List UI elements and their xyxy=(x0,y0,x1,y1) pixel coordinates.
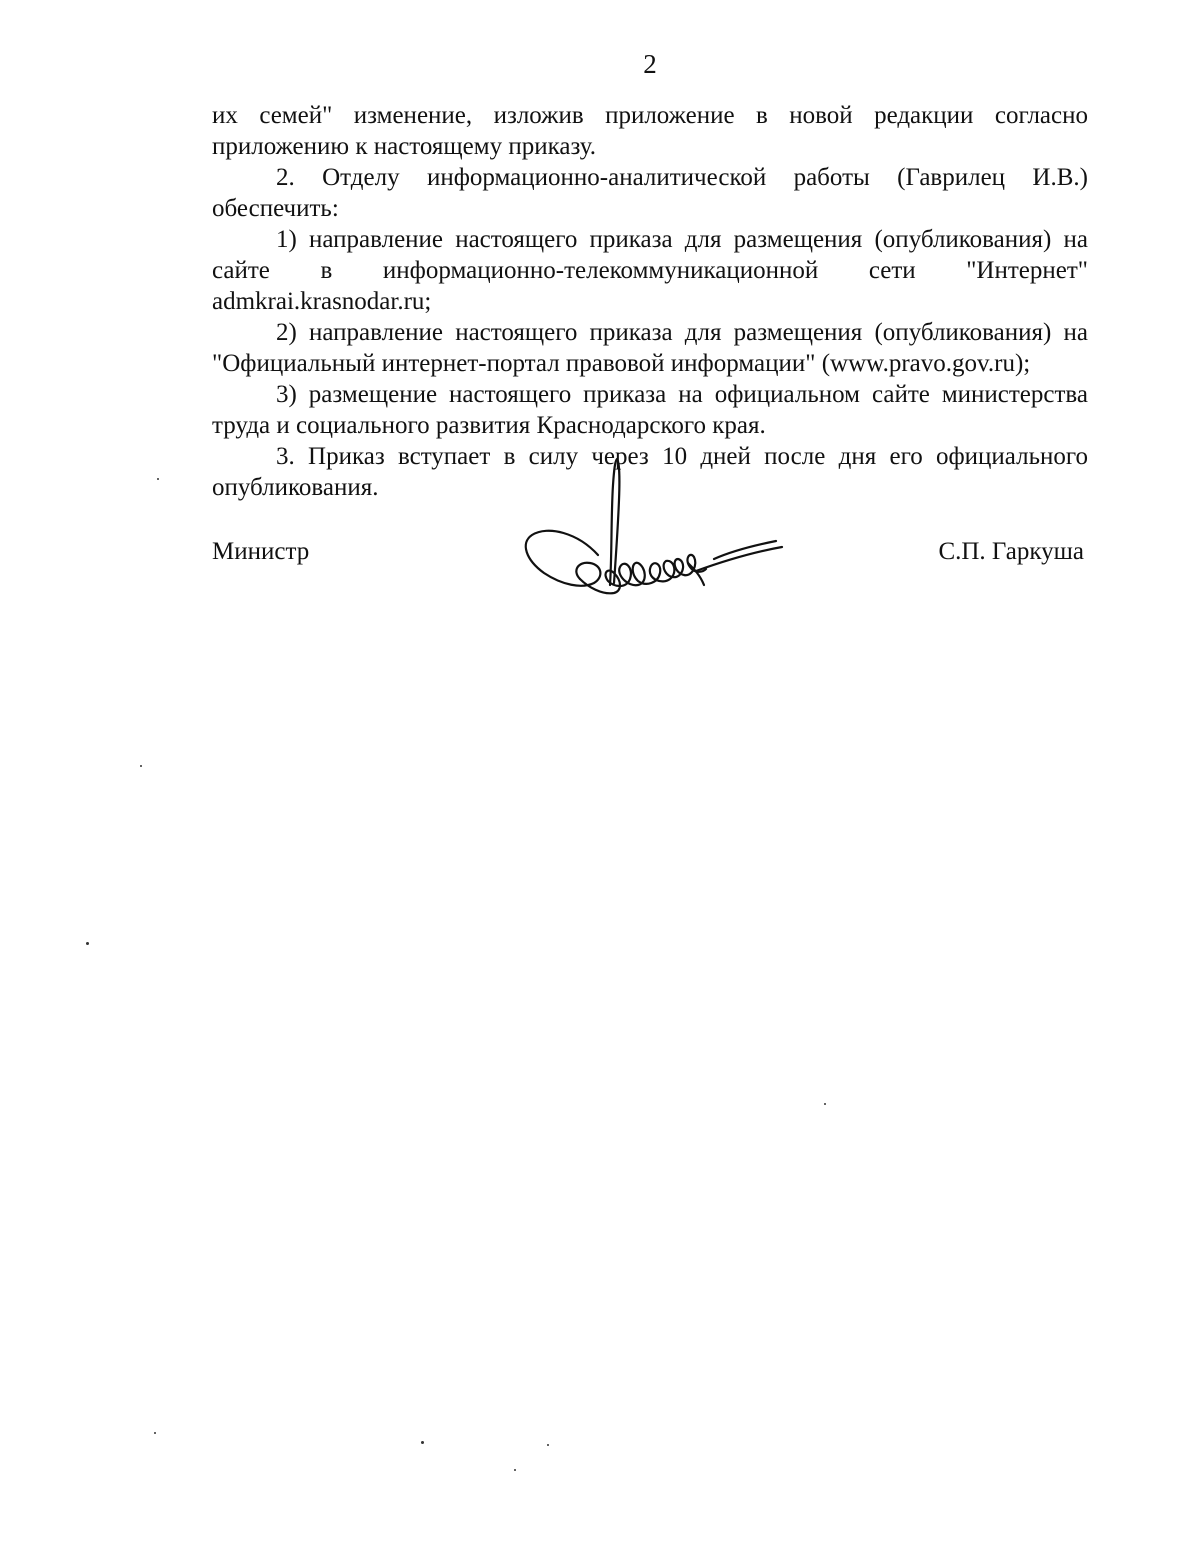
paragraph-item-2: 2. Отделу информационно-аналитической работы (Гаврилец И.В.) обеспечить: xyxy=(212,164,1088,222)
scan-speck xyxy=(421,1441,424,1444)
handwritten-signature xyxy=(518,455,790,600)
document-body xyxy=(212,100,1088,503)
paragraph-subitem-1: 1) направление настоящего приказа для размещения (опубликования) на сайте в информационно-телекоммуникационной сети "Интернет" admkrai.krasnodar.ru; xyxy=(212,226,1088,315)
paragraph-item-3: 3. Приказ вступает в силу через 10 дней после дня его официального опубликования. xyxy=(212,443,1088,501)
scan-speck xyxy=(140,765,142,767)
paragraph-subitem-2: 2) направление настоящего приказа для размещения (опубликования) на "Официальный интернет-портал правовой информации" (www.pravo.gov.ru); xyxy=(212,319,1088,377)
scan-speck xyxy=(86,942,89,945)
scan-speck xyxy=(547,1444,549,1446)
scan-speck xyxy=(514,1469,516,1471)
signatory-name: С.П. Гаркуша xyxy=(938,538,1084,565)
scan-speck xyxy=(157,478,159,480)
page-number: 2 xyxy=(643,49,657,79)
paragraph-subitem-3: 3) размещение настоящего приказа на официальном сайте министерства труда и социального развития Краснодарского края. xyxy=(212,381,1088,439)
signatory-title: Министр xyxy=(212,538,310,565)
paragraph-continuation: их семей" изменение, изложив приложение в новой редакции согласно приложению к настоящему приказу. xyxy=(212,102,1088,160)
scan-speck xyxy=(154,1432,156,1434)
scan-speck xyxy=(824,1103,826,1105)
